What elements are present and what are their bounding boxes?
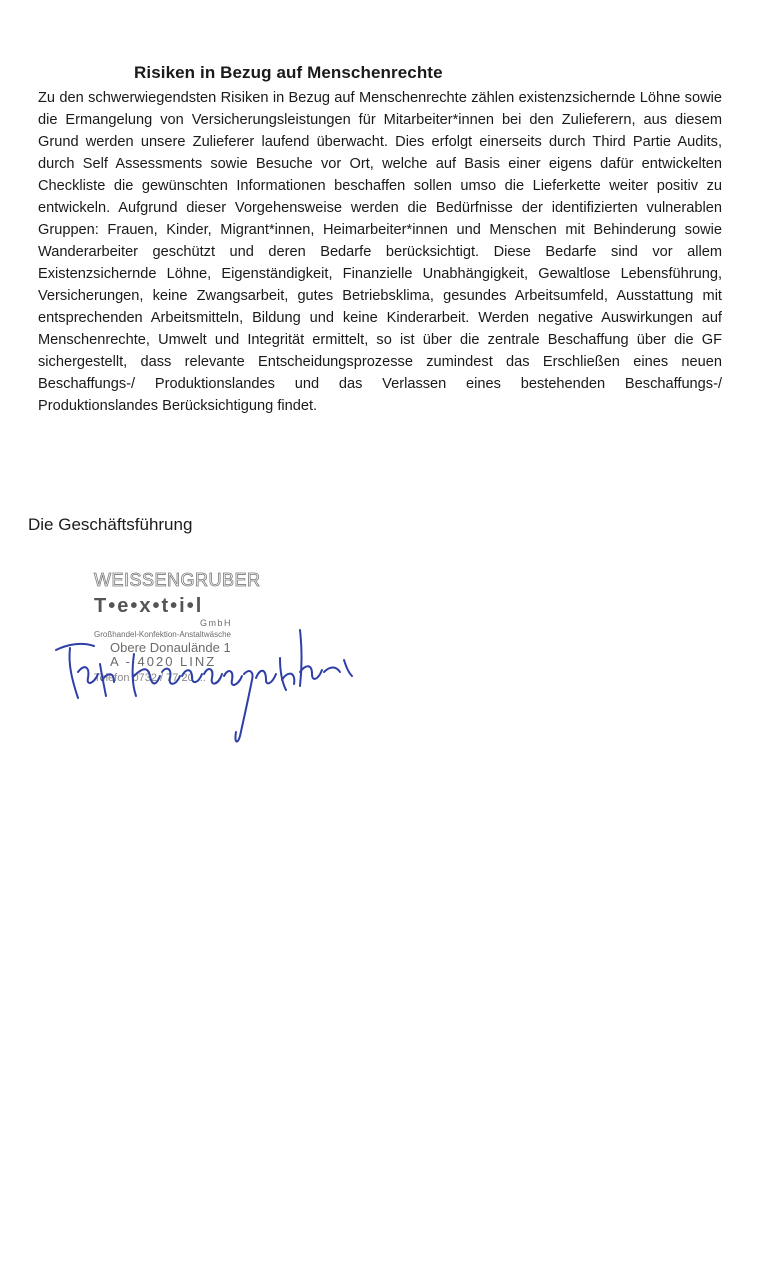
stamp-company-name: WEISSENGRUBER [94,570,261,590]
closing-signature-line: Die Geschäftsführung [28,515,193,534]
stamp-phone: Telefon 0732 / 77 20 ... [94,672,206,684]
company-stamp-and-signature [48,568,358,748]
document-title: Risiken in Bezug auf Menschenrechte [134,63,443,82]
stamp-street: Obere Donaulände 1 [110,640,231,655]
stamp-brand: T•e•x•t•i•l [94,595,204,617]
stamp-business-line: Großhandel-Konfektion-Anstaltwäsche [94,630,231,639]
stamp-city: A - 4020 LINZ [110,654,217,669]
document-body: Zu den schwerwiegendsten Risiken in Bezug auf Menschenrechte zählen existenzsichernde Löhne sowie die Ermangelung von Versicherungsleistungen für Mitarbeiter*innen bei den Zulieferern, aus diesem Grund werden unsere Zulieferer laufend überwacht. Dies erfolgt einerseits durch Third Partie Audits, durch Self Assessments sowie Besuche vor Ort, welche auf Basis einer eigens dafür entwickelten Checkliste die gewünschten Informationen beschaffen sollen umso die Lieferkette weiter positiv zu entwickeln. Aufgrund dieser Vorgehensweise werden die Bedürfnisse der identifizierten vulnerablen Gruppen: Frauen, Kinder, Migrant*innen, Heimarbeiter*innen und Menschen mit Behinderung sowie Wanderarbeiter geschützt und deren Bedarfe berücksichtigt. Diese Bedarfe sind vor allem Existenzsichernde Löhne, Eigenständigkeit, Finanzielle Unabhängigkeit, Gewaltlose Lebensführung, Versicherungen, keine Zwangsarbeit, gutes Betriebsklima, gesundes Arbeitsumfeld, Ausstattung mit entsprechenden Arbeitsmitteln, Bildung und keine Kinderarbeit. Werden negative Auswirkungen auf Menschenrechte, Umwelt und Integrität ermittelt, so ist über die zentrale Beschaffung über die GF sichergestellt, dass relevante Entscheidungsprozesse zumindest das Erschließen eines neuen Beschaffungs-/ Produktionslandes und das Verlassen eines bestehenden Beschaffungs-/ Produktionslandes Berücksichtigung findet. [38,90,722,414]
stamp-legal-form: GmbH [200,618,233,628]
